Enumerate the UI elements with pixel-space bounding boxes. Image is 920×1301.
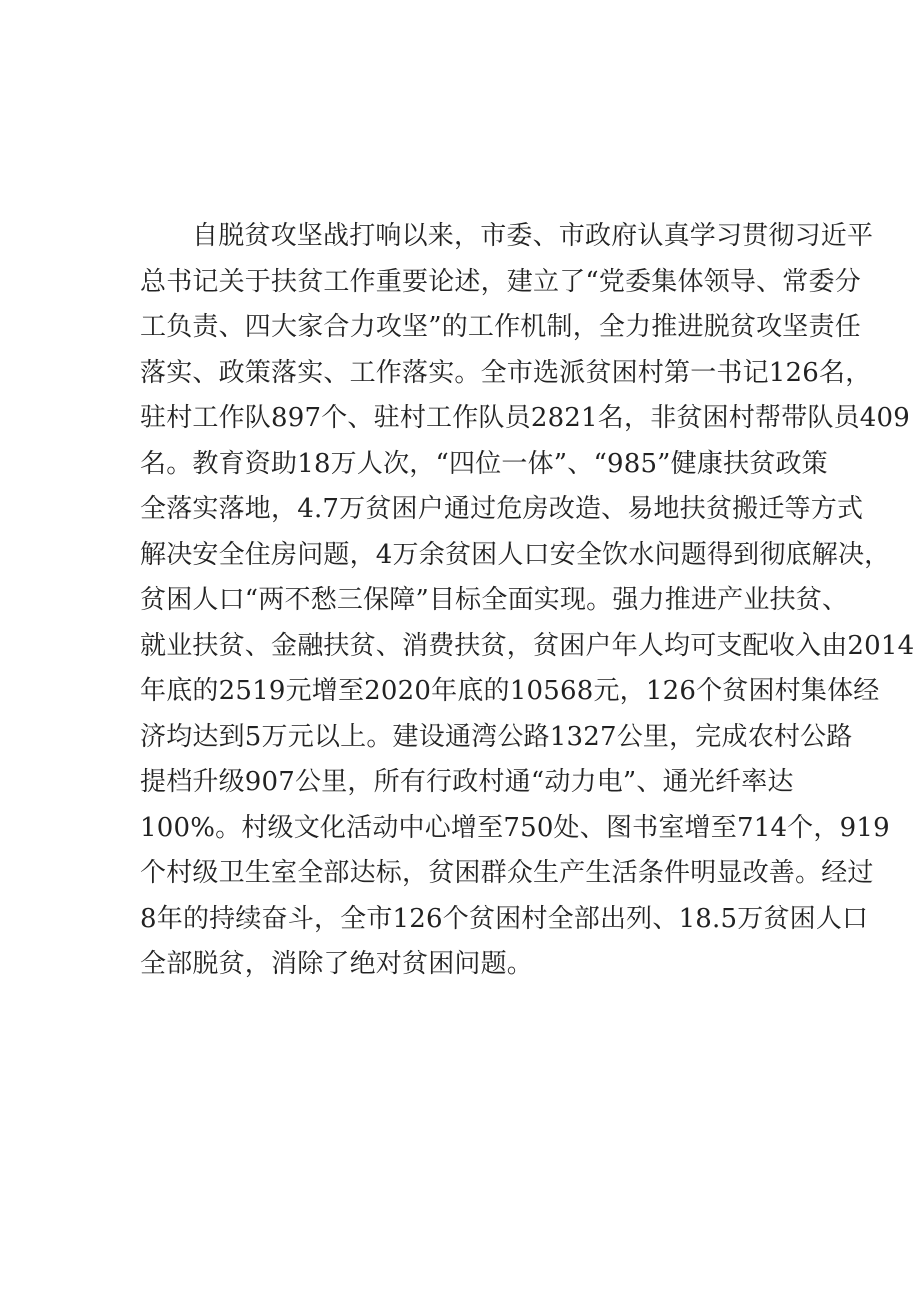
paragraph-line: 提档升级907公里，所有行政村通“动力电”、通光纤率达 xyxy=(140,767,794,797)
body-paragraph xyxy=(140,214,915,988)
paragraph-line: 总书记关于扶贫工作重要论述，建立了“党委集体领导、常委分 xyxy=(140,266,861,297)
paragraph-line: 落实、政策落实、工作落实。全市选派贫困村第一书记126名， xyxy=(140,357,872,388)
paragraph-line: 名。教育资助18万人次，“四位一体”、“985”健康扶贫政策 xyxy=(140,448,828,479)
paragraph-line: 自脱贫攻坚战打响以来，市委、市政府认真学习贯彻习近平 xyxy=(192,221,874,251)
paragraph-line: 贫困人口“两不愁三保障”目标全面实现。强力推进产业扶贫、 xyxy=(140,585,849,615)
paragraph-line: 就业扶贫、金融扶贫、消费扶贫，贫困户年人均可支配收入由2014 xyxy=(140,630,915,661)
paragraph-line: 工负责、四大家合力攻坚”的工作机制，全力推进脱贫攻坚责任 xyxy=(140,312,861,342)
paragraph-line: 驻村工作队897个、驻村工作队员2821名，非贫困村帮带队员409 xyxy=(140,403,911,433)
paragraph-line: 全落实落地，4.7万贫困户通过危房改造、易地扶贫搬迁等方式 xyxy=(140,494,864,524)
paragraph-line: 8年的持续奋斗，全市126个贫困村全部出列、18.5万贫困人口 xyxy=(140,903,869,934)
paragraph-line: 个村级卫生室全部达标，贫困群众生产生活条件明显改善。经过 xyxy=(140,858,874,888)
paragraph-line: 全部脱贫，消除了绝对贫困问题。 xyxy=(140,949,534,979)
paragraph-line: 解决安全住房问题，4万余贫困人口安全饮水问题得到彻底解决， xyxy=(140,539,891,570)
paragraph-line: 年底的2519元增至2020年底的10568元，126个贫困村集体经 xyxy=(140,676,880,706)
paragraph-line: 济均达到5万元以上。建设通湾公路1327公里，完成农村公路 xyxy=(140,721,853,752)
paragraph-line: 100%。村级文化活动中心增至750处、图书室增至714个，919 xyxy=(140,812,890,843)
